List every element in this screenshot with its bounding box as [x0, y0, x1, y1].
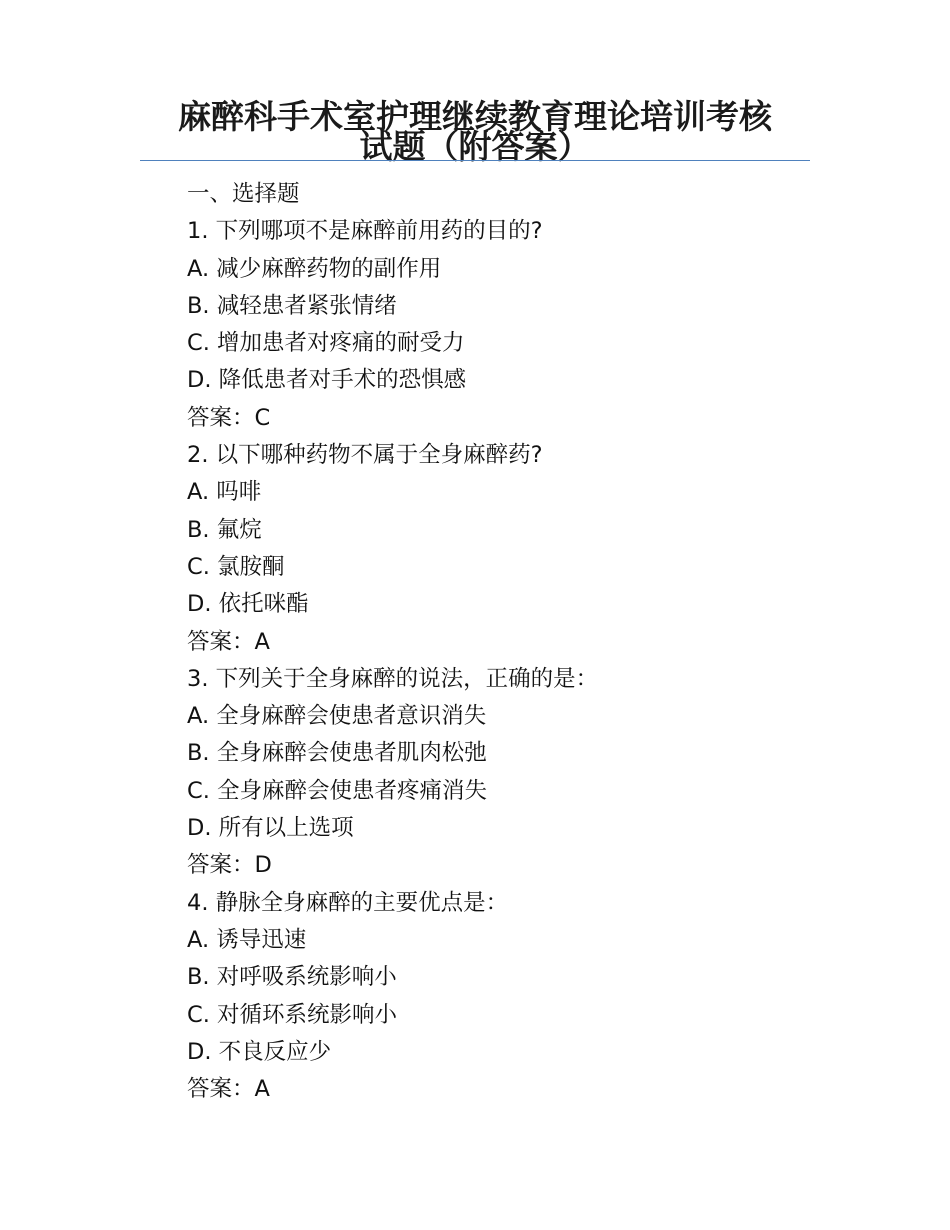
question-4-option-c: C. 对循环系统影响小 [187, 1001, 398, 1028]
question-4-option-a: A. 诱导迅速 [187, 926, 307, 953]
question-4-answer: 答案：A [187, 1076, 270, 1103]
question-2: 2. 以下哪种药物不属于全身麻醉药? [187, 442, 543, 469]
question-3-answer: 答案：D [187, 852, 272, 879]
question-1-option-a: A. 减少麻醉药物的副作用 [187, 255, 442, 282]
question-1-option-c: C. 增加患者对疼痛的耐受力 [187, 330, 465, 357]
question-2-option-c: C. 氯胺酮 [187, 553, 285, 580]
question-3-option-c: C. 全身麻醉会使患者疼痛消失 [187, 777, 488, 804]
title-line-2: 试题（附答案） [359, 127, 591, 166]
question-1-option-d: D. 降低患者对手术的恐惧感 [187, 367, 467, 394]
question-2-option-d: D. 依托咪酯 [187, 591, 309, 618]
question-2-answer: 答案：A [187, 628, 270, 655]
title-underline [140, 160, 810, 161]
question-3-option-d: D. 所有以上选项 [187, 815, 354, 842]
question-3-option-b: B. 全身麻醉会使患者肌肉松弛 [187, 740, 487, 767]
question-2-option-b: B. 氟烷 [187, 516, 262, 543]
document-title [140, 97, 810, 166]
question-1: 1. 下列哪项不是麻醉前用药的目的? [187, 218, 543, 245]
question-4-option-b: B. 对呼吸系统影响小 [187, 964, 397, 991]
question-1-answer: 答案：C [187, 404, 271, 431]
question-4: 4. 静脉全身麻醉的主要优点是： [187, 889, 509, 916]
question-3-option-a: A. 全身麻醉会使患者意识消失 [187, 703, 487, 730]
section-heading: 一、选择题 [187, 181, 300, 207]
question-4-option-d: D. 不良反应少 [187, 1038, 332, 1065]
title-line-1: 麻醉科手术室护理继续教育理论培训考核 [178, 97, 772, 136]
question-3: 3. 下列关于全身麻醉的说法，正确的是： [187, 665, 599, 692]
question-1-option-b: B. 减轻患者紧张情绪 [187, 292, 397, 319]
question-2-option-a: A. 吗啡 [187, 479, 262, 506]
question-list [187, 176, 827, 1108]
